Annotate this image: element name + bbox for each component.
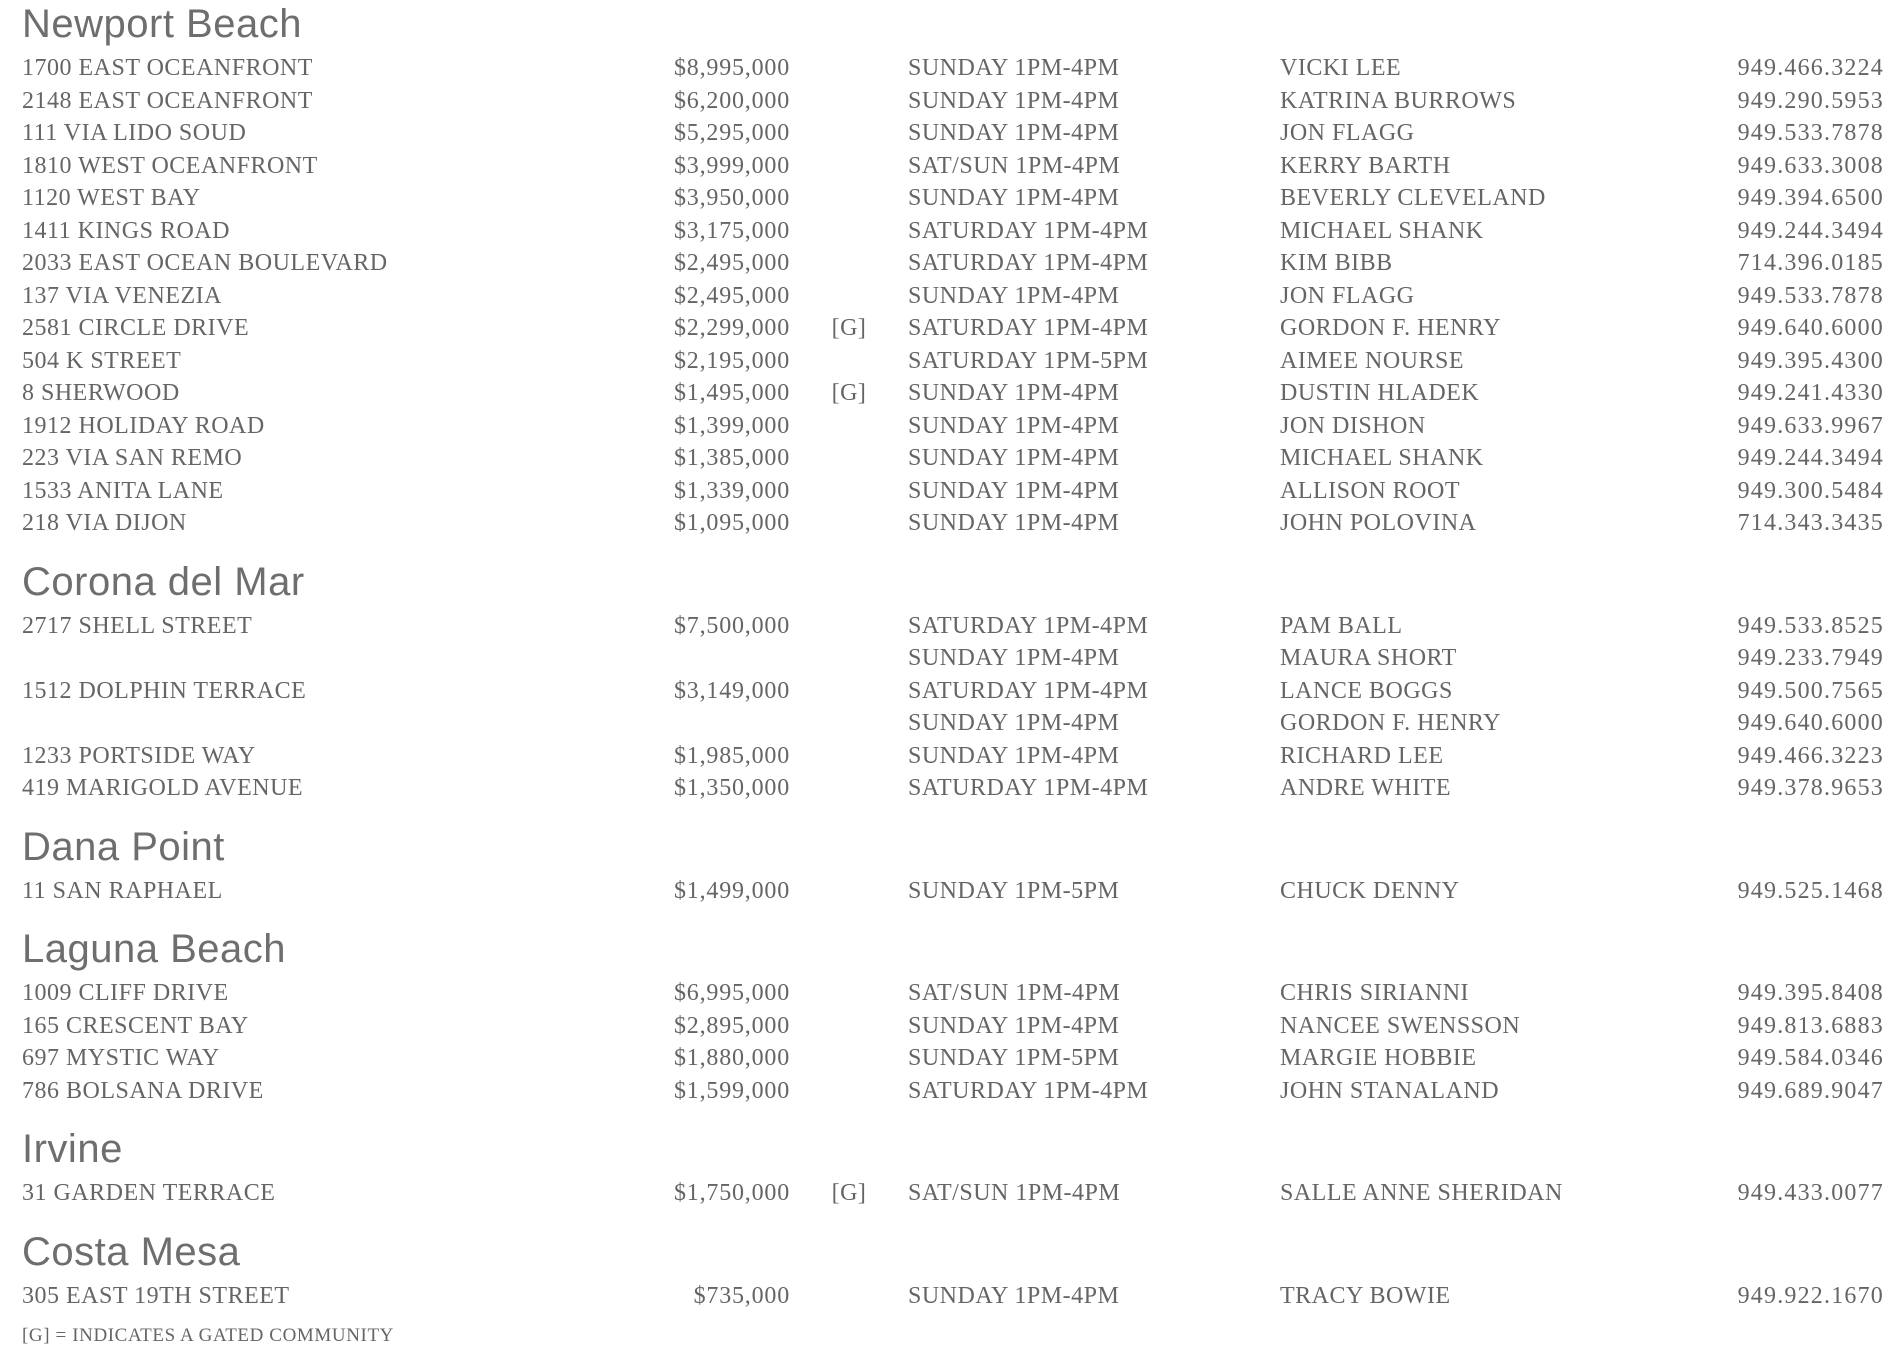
listing-row: [0, 117, 1897, 150]
listing-phone: 949.378.9653: [1737, 775, 1884, 801]
listing-agent: RICHARD LEE: [1280, 742, 1444, 769]
listing-price: $2,195,000: [674, 347, 790, 374]
listing-price: $6,995,000: [674, 980, 790, 1006]
listing-time: SATURDAY 1PM-4PM: [908, 1077, 1149, 1104]
listing-phone: 949.633.3008: [1737, 152, 1884, 179]
city-section: [0, 825, 1897, 908]
listing-price: $6,200,000: [674, 87, 790, 114]
listing-address: 504 K STREET: [22, 347, 182, 374]
gated-marker: [790, 977, 908, 1010]
listing-time: SUNDAY 1PM-4PM: [908, 185, 1120, 211]
listing-agent: VICKI LEE: [1280, 55, 1402, 81]
listing-agent: SALLE ANNE SHERIDAN: [1280, 1180, 1563, 1206]
gated-marker: [790, 1280, 908, 1313]
listing-agent: DUSTIN HLADEK: [1280, 380, 1480, 406]
listing-agent: AIMEE NOURSE: [1280, 347, 1464, 374]
listing-agent: GORDON F. HENRY: [1280, 710, 1501, 736]
listing-phone: 949.466.3224: [1737, 55, 1884, 81]
listing-address: 2717 SHELL STREET: [22, 612, 253, 639]
listing-agent: TRACY BOWIE: [1280, 1282, 1451, 1309]
listing-address: [22, 642, 640, 675]
listing-row: [0, 772, 1897, 805]
listing-agent: CHRIS SIRIANNI: [1280, 980, 1470, 1006]
gated-marker: [790, 1075, 908, 1108]
gated-legend: [0, 1324, 1897, 1348]
listing-address: 1700 EAST OCEANFRONT: [22, 55, 313, 81]
listing-row: [0, 52, 1897, 85]
listing-agent: ALLISON ROOT: [1280, 477, 1460, 504]
listing-agent: MAURA SHORT: [1280, 645, 1457, 671]
listing-agent: JOHN STANALAND: [1280, 1077, 1500, 1104]
gated-marker: [G]: [831, 1180, 867, 1206]
gated-marker: [790, 642, 908, 675]
listing-row: [0, 642, 1897, 675]
listing-price: $3,175,000: [674, 217, 790, 244]
listing-phone: 949.466.3223: [1737, 742, 1884, 769]
listing-phone: 949.584.0346: [1737, 1045, 1884, 1071]
listing-phone: 949.290.5953: [1737, 87, 1884, 114]
listing-agent: NANCEE SWENSSON: [1280, 1012, 1521, 1039]
listing-time: SUNDAY 1PM-4PM: [908, 282, 1120, 309]
gated-marker: [790, 442, 908, 475]
listing-row: [0, 507, 1897, 540]
listing-agent: KATRINA BURROWS: [1280, 87, 1517, 114]
listing-address: 1810 WEST OCEANFRONT: [22, 152, 318, 179]
listing-time: SUNDAY 1PM-4PM: [908, 87, 1120, 114]
listing-address: 111 VIA LIDO SOUD: [22, 120, 247, 146]
listing-agent: GORDON F. HENRY: [1280, 315, 1501, 341]
listing-price: $1,350,000: [674, 775, 790, 801]
listing-price: $1,499,000: [674, 877, 790, 904]
listing-row: [0, 1280, 1897, 1313]
listing-price: $2,895,000: [674, 1012, 790, 1039]
listing-time: SUNDAY 1PM-4PM: [908, 55, 1120, 81]
gated-marker: [790, 150, 908, 183]
listing-phone: 714.343.3435: [1737, 510, 1884, 536]
listing-phone: 949.640.6000: [1737, 315, 1884, 341]
listing-phone: 949.395.4300: [1737, 347, 1884, 374]
city-section: [0, 927, 1897, 1107]
city-header: Irvine: [22, 1127, 123, 1171]
listing-address: 1009 CLIFF DRIVE: [22, 980, 229, 1006]
listing-agent: JOHN POLOVINA: [1280, 510, 1477, 536]
listing-time: SATURDAY 1PM-4PM: [908, 612, 1149, 639]
listing-phone: 949.533.8525: [1737, 612, 1884, 639]
listing-address: 8 SHERWOOD: [22, 380, 180, 406]
listing-price: $8,995,000: [674, 55, 790, 81]
listing-time: SAT/SUN 1PM-4PM: [908, 152, 1121, 179]
listing-price: [640, 707, 790, 740]
listing-phone: 949.394.6500: [1737, 185, 1884, 211]
listing-address: 697 MYSTIC WAY: [22, 1045, 220, 1071]
listing-agent: ANDRE WHITE: [1280, 775, 1452, 801]
listing-time: SUNDAY 1PM-4PM: [908, 477, 1120, 504]
listing-row: [0, 740, 1897, 773]
gated-marker: [790, 117, 908, 150]
listing-time: SATURDAY 1PM-4PM: [908, 250, 1149, 276]
gated-marker: [790, 507, 908, 540]
listing-agent: MICHAEL SHANK: [1280, 445, 1484, 471]
listing-time: SATURDAY 1PM-4PM: [908, 315, 1149, 341]
listing-row: [0, 1177, 1897, 1210]
listing-time: SUNDAY 1PM-4PM: [908, 380, 1120, 406]
listing-address: 2033 EAST OCEAN BOULEVARD: [22, 250, 388, 276]
listing-price: $1,599,000: [674, 1077, 790, 1104]
listing-price: $1,385,000: [674, 445, 790, 471]
gated-legend-text: [G] = INDICATES A GATED COMMUNITY: [22, 1325, 394, 1346]
listing-row: [0, 610, 1897, 643]
listing-address: 419 MARIGOLD AVENUE: [22, 775, 304, 801]
listing-time: SUNDAY 1PM-4PM: [908, 1282, 1120, 1309]
listing-address: 2581 CIRCLE DRIVE: [22, 315, 250, 341]
listing-phone: 949.433.0077: [1737, 1180, 1884, 1206]
listing-phone: 949.533.7878: [1737, 120, 1884, 146]
listing-price: $1,750,000: [674, 1180, 790, 1206]
listing-row: [0, 215, 1897, 248]
listing-address: 1533 ANITA LANE: [22, 477, 224, 504]
city-section: [0, 1230, 1897, 1313]
gated-marker: [790, 410, 908, 443]
listing-price: $3,999,000: [674, 152, 790, 179]
listing-time: SUNDAY 1PM-4PM: [908, 445, 1120, 471]
listing-row: [0, 1075, 1897, 1108]
listing-agent: MICHAEL SHANK: [1280, 217, 1484, 244]
gated-marker: [790, 875, 908, 908]
listing-phone: 714.396.0185: [1737, 250, 1884, 276]
listing-address: 1512 DOLPHIN TERRACE: [22, 677, 307, 704]
gated-marker: [790, 85, 908, 118]
listing-row: [0, 1042, 1897, 1075]
listing-row: [0, 977, 1897, 1010]
listing-phone: 949.922.1670: [1737, 1282, 1884, 1309]
listing-address: 223 VIA SAN REMO: [22, 445, 243, 471]
city-section: [0, 1127, 1897, 1210]
listing-address: [22, 707, 640, 740]
listing-address: 1120 WEST BAY: [22, 185, 201, 211]
listing-address: 786 BOLSANA DRIVE: [22, 1077, 264, 1104]
gated-marker: [790, 345, 908, 378]
listing-agent: JON FLAGG: [1280, 120, 1415, 146]
listing-price: $1,399,000: [674, 412, 790, 439]
listing-phone: 949.813.6883: [1737, 1012, 1884, 1039]
listing-price: $2,495,000: [674, 282, 790, 309]
listing-time: SATURDAY 1PM-4PM: [908, 217, 1149, 244]
listing-price: [640, 642, 790, 675]
listing-price: $1,495,000: [674, 380, 790, 406]
listing-agent: JON FLAGG: [1280, 282, 1415, 309]
gated-marker: [790, 740, 908, 773]
listing-agent: JON DISHON: [1280, 412, 1426, 439]
listing-time: SUNDAY 1PM-4PM: [908, 510, 1120, 536]
listing-row: [0, 707, 1897, 740]
city-header: Dana Point: [22, 824, 225, 869]
listing-time: SUNDAY 1PM-4PM: [908, 742, 1120, 769]
listing-time: SAT/SUN 1PM-4PM: [908, 980, 1121, 1006]
gated-marker: [790, 247, 908, 280]
listing-price: $5,295,000: [674, 120, 790, 146]
listing-price: $1,339,000: [674, 477, 790, 504]
listing-address: 2148 EAST OCEANFRONT: [22, 87, 313, 114]
city-section: [0, 560, 1897, 805]
gated-marker: [790, 1010, 908, 1043]
listing-price: $3,950,000: [674, 185, 790, 211]
listing-phone: 949.233.7949: [1737, 645, 1884, 671]
listing-price: $1,095,000: [674, 510, 790, 536]
gated-marker: [790, 675, 908, 708]
listing-phone: 949.241.4330: [1737, 380, 1884, 406]
listing-time: SUNDAY 1PM-5PM: [908, 877, 1120, 904]
listing-address: 218 VIA DIJON: [22, 510, 187, 536]
listing-row: [0, 345, 1897, 378]
listing-time: SUNDAY 1PM-4PM: [908, 412, 1120, 439]
listing-address: 305 EAST 19TH STREET: [22, 1282, 290, 1309]
listing-price: $735,000: [693, 1282, 790, 1309]
listing-row: [0, 675, 1897, 708]
listing-address: 11 SAN RAPHAEL: [22, 877, 223, 904]
listing-time: SATURDAY 1PM-4PM: [908, 677, 1149, 704]
listing-time: SAT/SUN 1PM-4PM: [908, 1180, 1121, 1206]
city-header: Laguna Beach: [22, 927, 287, 971]
listing-phone: 949.525.1468: [1737, 877, 1884, 904]
gated-marker: [790, 475, 908, 508]
city-header: Newport Beach: [22, 2, 302, 46]
listing-agent: CHUCK DENNY: [1280, 877, 1460, 904]
listing-phone: 949.244.3494: [1737, 217, 1884, 244]
listing-phone: 949.689.9047: [1737, 1077, 1884, 1104]
listing-address: 1411 KINGS ROAD: [22, 217, 230, 244]
listing-agent: PAM BALL: [1280, 612, 1403, 639]
listing-price: $2,299,000: [674, 315, 790, 341]
listing-agent: BEVERLY CLEVELAND: [1280, 185, 1546, 211]
gated-marker: [790, 280, 908, 313]
listing-agent: MARGIE HOBBIE: [1280, 1045, 1477, 1071]
listing-address: 31 GARDEN TERRACE: [22, 1180, 276, 1206]
listing-row: [0, 475, 1897, 508]
listing-price: $1,880,000: [674, 1045, 790, 1071]
listing-time: SUNDAY 1PM-4PM: [908, 120, 1120, 146]
listing-row: [0, 182, 1897, 215]
listing-row: [0, 410, 1897, 443]
gated-marker: [G]: [831, 315, 867, 341]
listing-time: SATURDAY 1PM-4PM: [908, 775, 1149, 801]
listing-row: [0, 312, 1897, 345]
listing-agent: LANCE BOGGS: [1280, 677, 1453, 704]
city-header: Corona del Mar: [22, 559, 305, 604]
listing-address: 137 VIA VENEZIA: [22, 282, 222, 309]
listing-address: 165 CRESCENT BAY: [22, 1012, 249, 1039]
listing-price: $3,149,000: [674, 677, 790, 704]
listing-row: [0, 377, 1897, 410]
listing-price: $1,985,000: [674, 742, 790, 769]
listing-price: $7,500,000: [674, 612, 790, 639]
gated-marker: [G]: [831, 380, 867, 406]
gated-marker: [790, 215, 908, 248]
listing-address: 1912 HOLIDAY ROAD: [22, 412, 265, 439]
listing-row: [0, 85, 1897, 118]
gated-marker: [790, 182, 908, 215]
listing-row: [0, 442, 1897, 475]
listing-row: [0, 875, 1897, 908]
city-header: Costa Mesa: [22, 1229, 241, 1274]
listing-time: SUNDAY 1PM-4PM: [908, 645, 1120, 671]
listing-phone: 949.300.5484: [1737, 477, 1884, 504]
listing-phone: 949.640.6000: [1737, 710, 1884, 736]
listing-phone: 949.533.7878: [1737, 282, 1884, 309]
listing-phone: 949.244.3494: [1737, 445, 1884, 471]
listing-row: [0, 150, 1897, 183]
listing-address: 1233 PORTSIDE WAY: [22, 742, 256, 769]
listing-phone: 949.633.9967: [1737, 412, 1884, 439]
listing-phone: 949.395.8408: [1737, 980, 1884, 1006]
listing-agent: KERRY BARTH: [1280, 152, 1451, 179]
gated-marker: [790, 1042, 908, 1075]
listing-price: $2,495,000: [674, 250, 790, 276]
listing-phone: 949.500.7565: [1737, 677, 1884, 704]
city-section: [0, 2, 1897, 540]
listing-time: SUNDAY 1PM-5PM: [908, 1045, 1120, 1071]
gated-marker: [790, 707, 908, 740]
listing-time: SUNDAY 1PM-4PM: [908, 1012, 1120, 1039]
listing-agent: KIM BIBB: [1280, 250, 1393, 276]
listing-row: [0, 280, 1897, 313]
listing-time: SUNDAY 1PM-4PM: [908, 710, 1120, 736]
listing-row: [0, 1010, 1897, 1043]
listing-time: SATURDAY 1PM-5PM: [908, 347, 1149, 374]
listing-row: [0, 247, 1897, 280]
gated-marker: [790, 610, 908, 643]
gated-marker: [790, 772, 908, 805]
gated-marker: [790, 52, 908, 85]
